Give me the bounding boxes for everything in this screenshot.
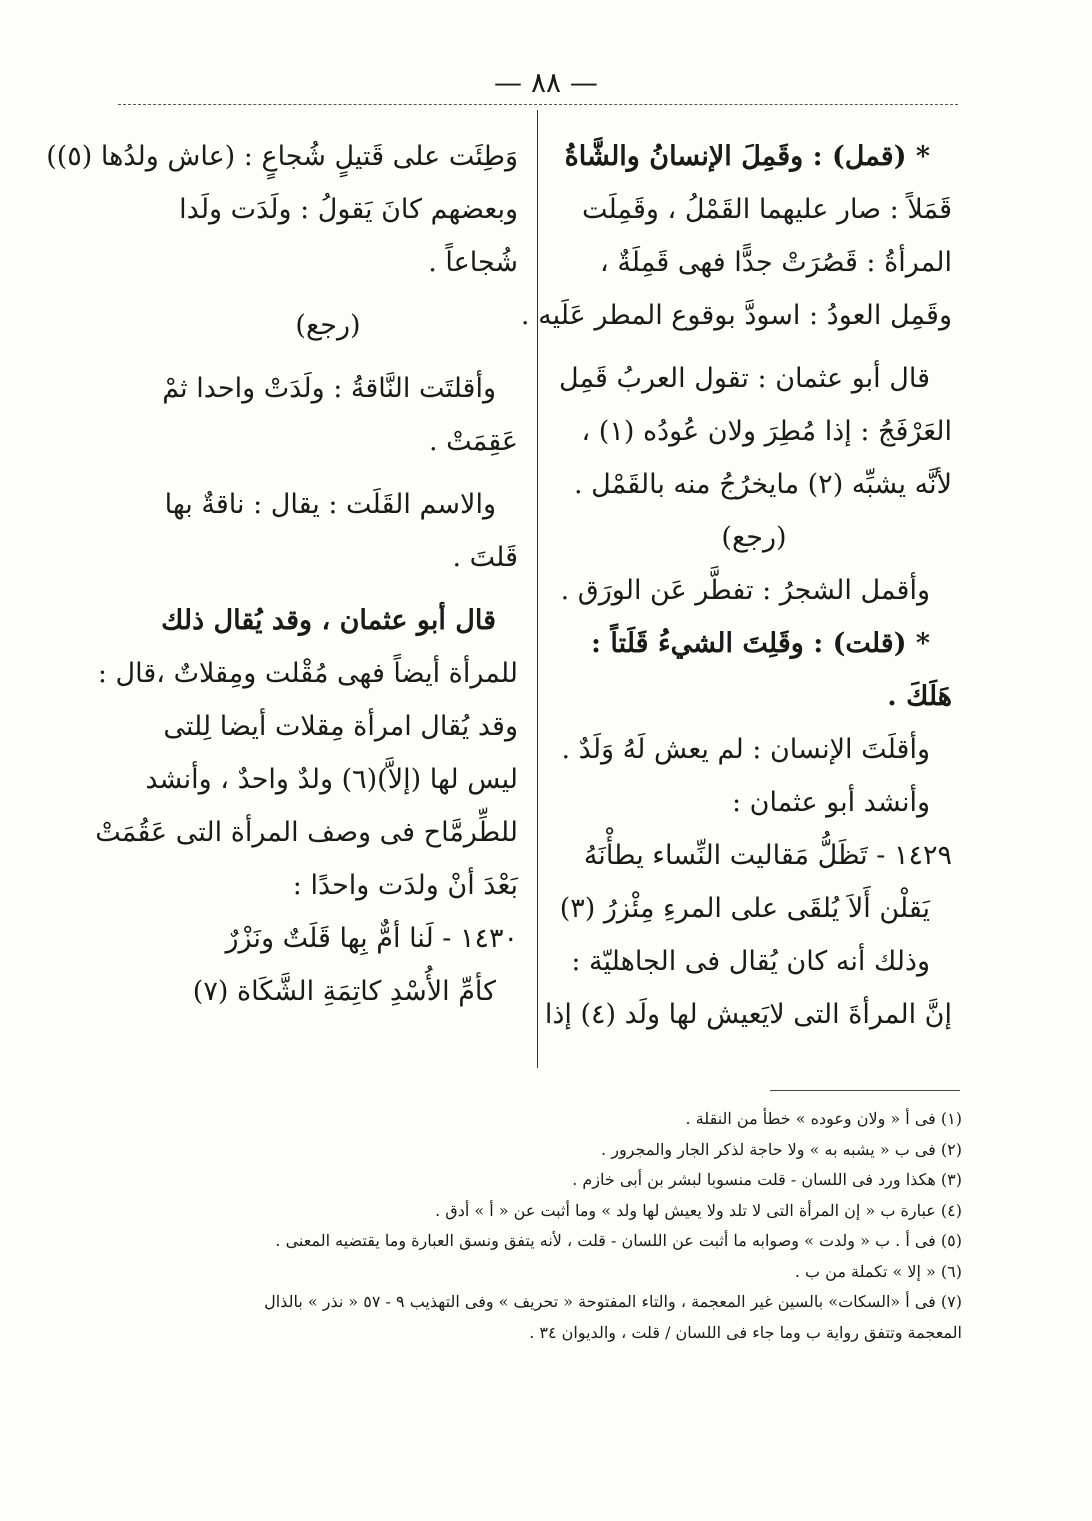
footnote: (٤) عبارة ب « إن المرأة التى لا تلد ولا يعيش لها ولد » وما أثبت عن « أ » أدق . [435,1200,962,1220]
right-column-line: العَرْفَجُ : إذا مُطِرَ ولان عُودُه (١) ، [581,416,952,447]
left-column-line: للمرأة أيضاً فهى مُقْلت ومِقلاتٌ ،قال : [97,658,518,689]
header-rule [118,104,958,105]
right-column-line: ١٤٢٩ - تَظَلُّ مَقاليت النِّساء يطأْنَهُ [583,840,952,871]
right-column-line: إنَّ المرأةَ التى لايَعيش لها ولَد (٤) إذا [544,999,952,1030]
footnote: (٥) فى أ . ب « ولدت » وصوابه ما أثبت عن اللسان - قلت ، لأنه يتفق ونسق العبارة وما يقتضيه المعنى . [275,1231,962,1250]
right-column-line: وأنشد أبو عثمان : [731,787,930,818]
left-column-line: ليس لها (إلاَّ)(٦) ولدٌ واحدٌ ، وأنشد [145,764,518,795]
right-column-line: وقَمِل العودُ : اسودَّ بوقوع المطر عَلَيه . [520,300,952,331]
left-column-line: عَقِمَتْ . [428,426,518,457]
page-number: — ٨٨ — [494,66,598,99]
right-column-line: لأنَّه يشبِّه (٢) مايخرُجُ منه بالقَمْل . [573,469,952,500]
footnote-rule [770,1090,960,1091]
left-column-line: شُجاعاً . [428,247,518,278]
left-column-line: وأقلتَت النَّاقةُ : ولَدَتْ واحدا ثمْ [162,373,496,404]
footnote: المعجمة وتتفق رواية ب وما جاء فى اللسان / قلت ، والديوان ٣٤ . [529,1322,962,1342]
right-column-line: وأقلَتَ الإنسان : لم يعش لَهُ وَلَدٌ . [561,734,930,765]
right-column-line: هَلَكَ . [887,681,952,712]
right-column-line: وذلك أنه كان يُقال فى الجاهليّة : [571,946,930,977]
right-column-line: المرأةُ : قَصُرَتْ جدًّا فهى قَمِلَةٌ ، [600,247,952,278]
left-column-line: وقد يُقال امرأة مِقلات أيضا لِلتى [163,711,518,742]
left-column-line: كأمِّ الأُسْدِ كاتِمَةِ الشَّكَاة (٧) [192,976,496,1007]
left-column-line: وبعضهم كانَ يَقولُ : ولَدَت ولَدا [179,194,518,225]
left-column-line: قال أبو عثمان ، وقد يُقال ذلك [161,605,496,636]
right-column-line: قَمَلاً : صار عليهما القَمْلُ ، وقَمِلَت [581,194,952,225]
left-column-line: (رجع) [295,310,361,341]
right-column-line: وأقمل الشجرُ : تفطَّر عَن الورَق . [560,575,930,606]
footnotes [140,1104,962,1348]
footnote: (٢) فى ب « يشبه به » ولا حاجة لذكر الجار والمجرور . [601,1139,962,1159]
footnote: (٧) فى أ «السكات» بالسين غير المعجمة ، والتاء المفتوحة « تحريف » وفى التهذيب ٩ - ٥٧ « نذر » بالذال [264,1292,962,1311]
left-column-line: ١٤٣٠ - لَنا أمٌّ بِها قَلَتٌ ونَزْرٌ [225,923,518,954]
footnote: (١) فى أ « ولان وعوده » خطأ من النقلة . [685,1109,962,1128]
right-column-line: قال أبو عثمان : تقول العربُ قَمِل [559,363,930,394]
left-column-line: بَعْدَ أنْ ولدَت واحدًا : [292,870,518,901]
left-column-line: والاسم القَلَت : يقال : ناقةٌ بها [164,489,496,520]
right-column-line: * (قمل) : وقَمِلَ الإنسانُ والشَّاةُ [564,141,930,172]
footnote: (٣) هكذا ورد فى اللسان - قلت منسوبا لبشر بن أبى خازم . [572,1170,962,1189]
left-column [46,130,518,1018]
right-column-line: (رجع) [721,522,787,553]
right-column-line: * (قلت) : وقَلِتَ الشيءُ قَلَتاً : [591,628,930,659]
left-column-line: وَطِئَت على قَتيلٍ شُجاعٍ : (عاش ولدُها (٥)) [46,141,518,172]
column-divider [537,110,538,1068]
footnote: (٦) « إلا » تكملة من ب . [794,1261,962,1281]
left-column-line: قَلتَ . [452,542,518,573]
right-column [520,130,952,1041]
right-column-line: يَقلْن أَلاَ يُلقَى على المرءِ مِئْزرُ (٣) [559,893,930,924]
left-column-line: للطِّرمَّاح فى وصف المرأة التى عَقُمَتْ [95,817,518,848]
